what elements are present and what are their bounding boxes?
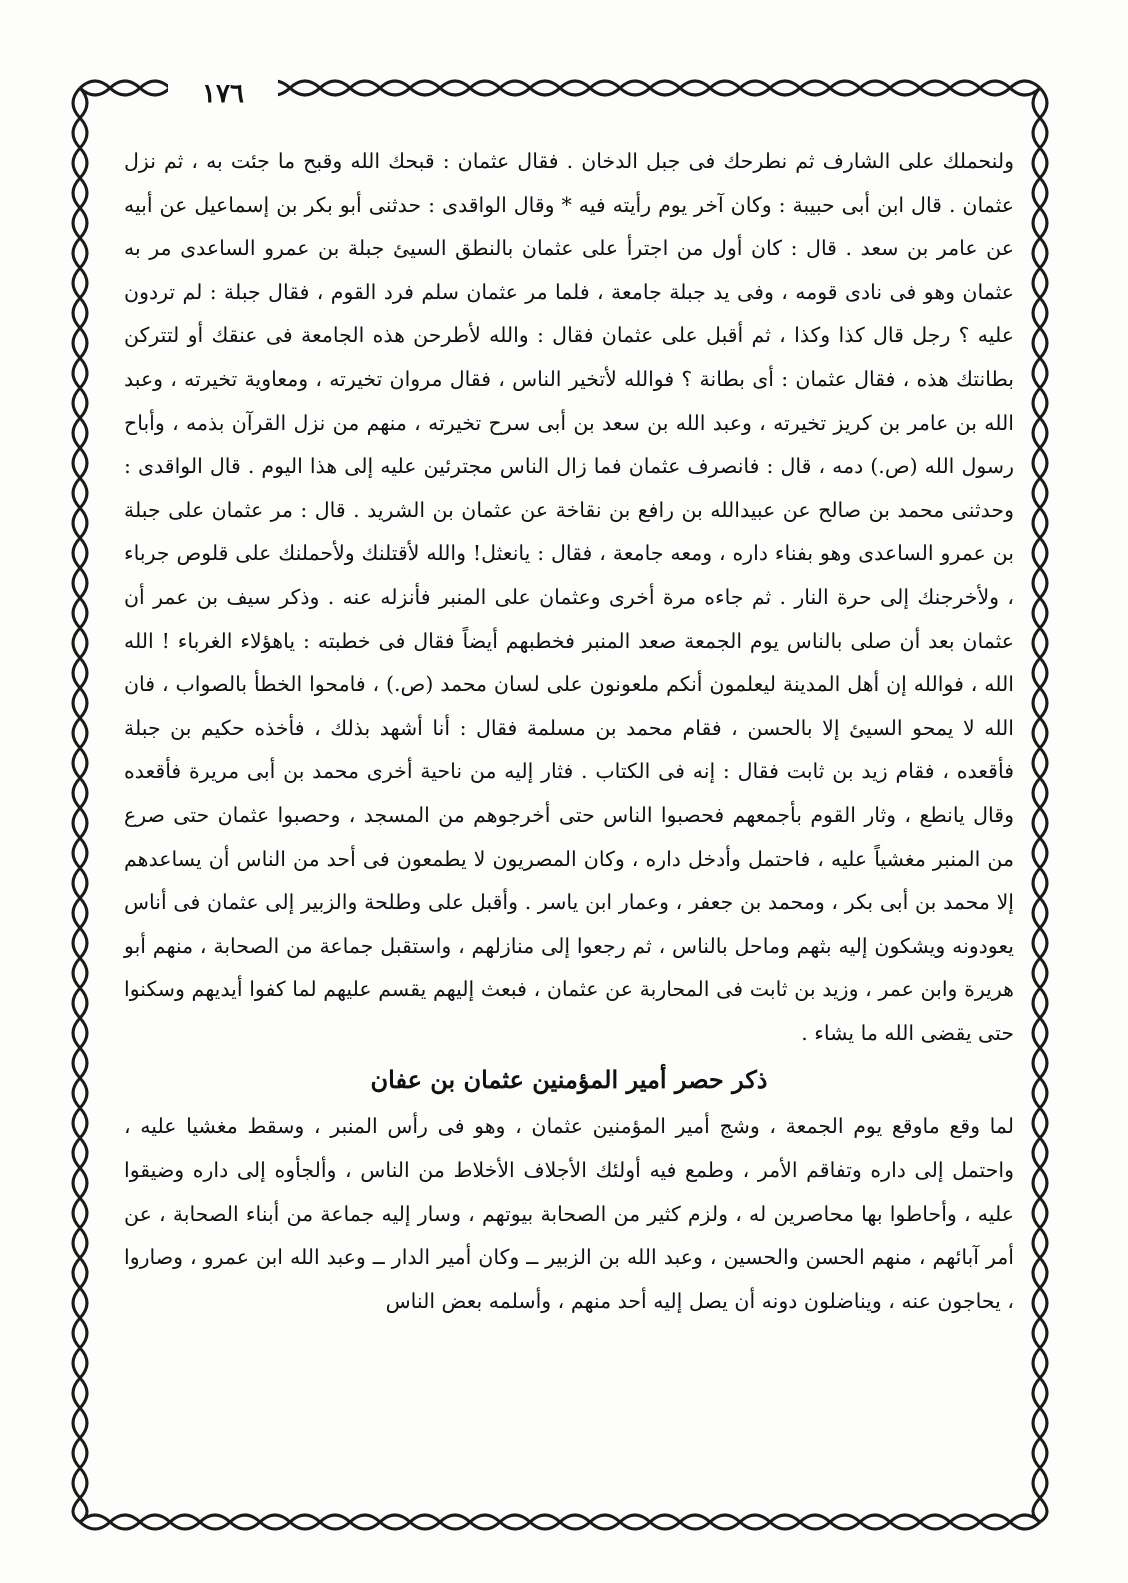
page-body <box>124 140 1014 1500</box>
paragraph-2: لما وقع ماوقع يوم الجمعة ، وشج أمير المؤمنين عثمان ، وهو فى رأس المنبر ، وسقط مغشيا عليه ، واحتمل إلى داره وتفاقم الأمر ، وطمع فيه أولئك الأجلاف الأخلاط من الناس ، وألجأوه إلى داره وضيقوا عليه ، وأحاطوا بها محاصرين له ، ولزم كثير من الصحابة بيوتهم ، وسار إليه جماعة من أبناء الصحابة ، عن أمر آبائهم ، منهم الحسن والحسين ، وعبد الله بن الزبير ــ وكان أمير الدار ــ وعبد الله ابن عمرو ، وصاروا ، يحاجون عنه ، ويناضلون دونه أن يصل إليه أحد منهم ، وأسلمه بعض الناس <box>124 1114 1014 1313</box>
page-number: ١٧٦ <box>168 72 278 116</box>
border-chain-left <box>73 88 87 1522</box>
section-heading: ذكر حصر أمير المؤمنين عثمان بن عفان <box>370 1065 768 1095</box>
border-chain-bottom <box>80 1515 1040 1529</box>
border-chain-right <box>1033 88 1047 1522</box>
paragraph-1: ولنحملك على الشارف ثم نطرحك فى جبل الدخان . فقال عثمان : قبحك الله وقبح ما جئت به ، ثم نزل عثمان . قال ابن أبى حبيبة : وكان آخر يوم رأيته فيه * وقال الواقدى : حدثنى أبو بكر بن إسماعيل عن أبيه عن عامر بن سعد . قال : كان أول من اجترأ على عثمان بالنطق السيئ جبلة بن عمرو الساعدى مر به عثمان وهو فى نادى قومه ، وفى يد جبلة جامعة ، فلما مر عثمان سلم فرد القوم ، فقال جبلة : لم تردون عليه ؟ رجل قال كذا وكذا ، ثم أقبل على عثمان فقال : والله لأطرحن هذه الجامعة فى عنقك أو لتتركن بطانتك هذه ، فقال عثمان : أى بطانة ؟ فوالله لأتخير الناس ، فقال مروان تخيرته ، ومعاوية تخيرته ، وعبد الله بن عامر بن كريز تخيرته ، وعبد الله بن سعد بن أبى سرح تخيرته ، منهم من نزل القرآن بذمه ، وأباح رسول الله (ص.) دمه ، قال : فانصرف عثمان فما زال الناس مجترئين عليه إلى هذا اليوم . قال الواقدى : وحدثنى محمد بن صالح عن عبيدالله بن رافع بن نقاخة عن عثمان بن الشريد . قال : مر عثمان على جبلة بن عمرو الساعدى وهو بفناء داره ، ومعه جامعة ، فقال : يانعثل! والله لأقتلنك ولأحملنك على قلوص جرباء ، ولأخرجنك إلى حرة النار . ثم جاءه مرة أخرى وعثمان على المنبر فأنزله عنه . وذكر سيف بن عمر أن عثمان بعد أن صلى بالناس يوم الجمعة صعد المنبر فخطبهم أيضاً فقال فى خطبته : ياهؤلاء الغرباء ! الله الله ، فوالله إن أهل المدينة ليعلمون أنكم ملعونون على لسان محمد (ص.) ، فامحوا الخطأ بالصواب ، فان الله لا يمحو السيئ إلا بالحسن ، فقام محمد بن مسلمة فقال : أنا أشهد بذلك ، فأخذه حكيم بن جبلة فأقعده ، فقام زيد بن ثابت فقال : إنه فى الكتاب . فثار إليه من ناحية أخرى محمد بن أبى مريرة فأقعده وقال يانطع ، وثار القوم بأجمعهم فحصبوا الناس حتى أخرجوهم من المسجد ، وحصبوا عثمان حتى صرع من المنبر مغشياً عليه ، فاحتمل وأدخل داره ، وكان المصريون لا يطمعون فى أحد من الناس أن يساعدهم إلا محمد بن أبى بكر ، ومحمد بن جعفر ، وعمار ابن ياسر . وأقبل على وطلحة والزبير إلى عثمان فى أناس يعودونه ويشكون إليه بثهم وماحل بالناس ، ثم رجعوا إلى منازلهم ، واستقبل جماعة من الصحابة ، منهم أبو هريرة وابن عمر ، وزيد بن ثابت فى المحاربة عن عثمان ، فبعث إليهم يقسم عليهم لما كفوا أيديهم وسكنوا حتى يقضى الله ما يشاء . <box>124 149 1014 1045</box>
